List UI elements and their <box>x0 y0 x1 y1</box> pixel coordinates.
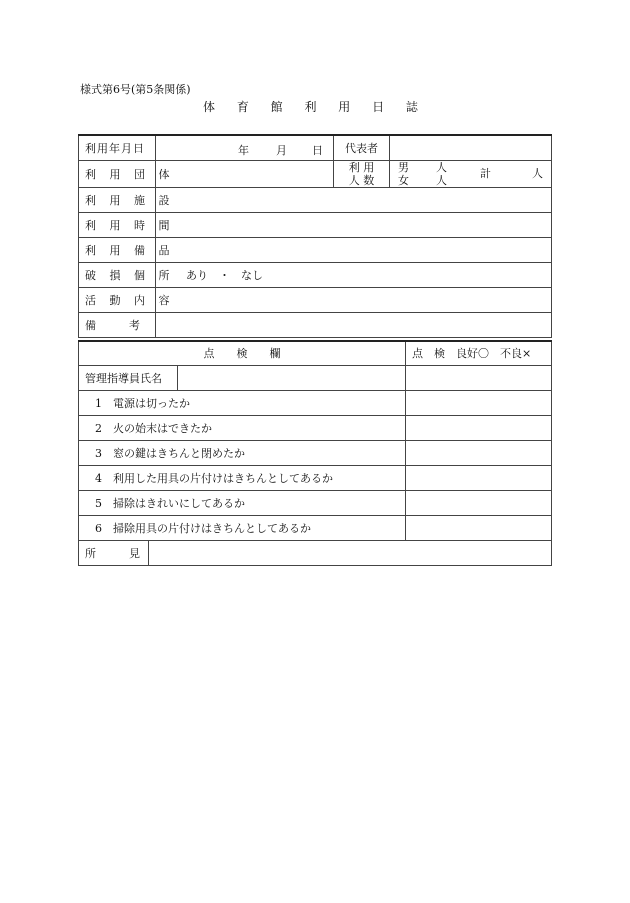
check-item-result[interactable] <box>406 516 552 541</box>
date-label: 利用年月日 <box>79 135 156 160</box>
date-field[interactable] <box>156 135 334 160</box>
remarks-field[interactable] <box>156 312 552 337</box>
supervisor-label: 管理指導員氏名 <box>79 366 178 391</box>
form-number: 様式第6号(第5条関係) <box>80 83 191 96</box>
inspection-header-row <box>79 341 552 366</box>
representative-label: 代表者 <box>334 135 390 160</box>
activity-row <box>79 287 552 312</box>
check-item-label: 窓の鍵はきちんと閉めたか <box>113 447 245 460</box>
check-item-label: 電源は切ったか <box>113 397 190 410</box>
check-item-label: 掃除はきれいにしてあるか <box>113 497 245 510</box>
findings-field[interactable] <box>149 541 552 566</box>
headcount-field[interactable] <box>390 160 552 187</box>
check-item <box>79 491 552 516</box>
check-item-text <box>79 416 406 441</box>
damage-label: 破 損 個 所 <box>79 262 156 287</box>
check-item-result[interactable] <box>406 416 552 441</box>
check-item-result[interactable] <box>406 391 552 416</box>
check-item-label: 火の始末はできたか <box>113 422 212 435</box>
total-label: 計 <box>480 166 491 180</box>
equipment-label: 利 用 備 品 <box>79 237 156 262</box>
check-item-number: 6 <box>95 522 102 535</box>
equipment-row <box>79 237 552 262</box>
facility-field[interactable] <box>156 187 552 212</box>
check-item-label: 掃除用具の片付けはきちんとしてあるか <box>113 522 311 535</box>
group-label: 利 用 団 体 <box>79 160 156 187</box>
check-item-number: 4 <box>95 472 102 485</box>
remarks-row <box>79 312 552 337</box>
check-item-text <box>79 466 406 491</box>
check-item-result[interactable] <box>406 491 552 516</box>
check-item <box>79 466 552 491</box>
group-field[interactable] <box>156 160 334 187</box>
male-label: 男 <box>398 160 409 174</box>
damage-row <box>79 262 552 287</box>
check-item-number: 3 <box>95 447 102 460</box>
check-item-number: 5 <box>95 497 102 510</box>
headcount-label-line2: 人 数 <box>348 173 375 187</box>
usage-info-table <box>78 134 552 338</box>
check-item-text <box>79 516 406 541</box>
usage-log-form <box>78 134 551 566</box>
check-item-text <box>79 491 406 516</box>
female-unit: 人 <box>436 173 447 187</box>
check-item <box>79 441 552 466</box>
time-label: 利 用 時 間 <box>79 212 156 237</box>
check-item <box>79 416 552 441</box>
remarks-label: 備 考 <box>79 312 156 337</box>
check-item-result[interactable] <box>406 466 552 491</box>
male-unit: 人 <box>436 160 447 174</box>
year-label: 年 <box>238 144 249 157</box>
inspection-result-header: 点 検 良好〇 不良× <box>406 341 552 366</box>
date-row <box>79 135 552 160</box>
check-item-result[interactable] <box>406 441 552 466</box>
equipment-field[interactable] <box>156 237 552 262</box>
group-row <box>79 160 552 187</box>
female-label: 女 <box>398 173 409 187</box>
headcount-label-line1: 利 用 <box>348 160 375 174</box>
check-item-number: 2 <box>95 422 102 435</box>
supervisor-row <box>79 366 552 391</box>
facility-label: 利 用 施 設 <box>79 187 156 212</box>
total-unit: 人 <box>532 166 543 180</box>
check-item-number: 1 <box>95 397 102 410</box>
findings-row <box>79 541 552 566</box>
representative-field[interactable] <box>390 135 552 160</box>
inspection-table <box>78 340 552 567</box>
check-item-text <box>79 441 406 466</box>
time-row <box>79 212 552 237</box>
activity-field[interactable] <box>156 287 552 312</box>
findings-label: 所 見 <box>79 541 149 566</box>
day-label: 日 <box>312 144 323 157</box>
check-item <box>79 391 552 416</box>
damage-choice[interactable]: あり ・ なし <box>156 262 552 287</box>
inspection-header: 点 検 欄 <box>79 341 406 366</box>
document-title: 体 育 館 利 用 日 誌 <box>203 100 427 114</box>
activity-label: 活 動 内 容 <box>79 287 156 312</box>
headcount-label <box>334 160 390 187</box>
supervisor-field[interactable] <box>178 366 406 391</box>
check-item <box>79 516 552 541</box>
month-label: 月 <box>276 144 287 157</box>
facility-row <box>79 187 552 212</box>
time-field[interactable] <box>156 212 552 237</box>
check-item-text <box>79 391 406 416</box>
supervisor-result[interactable] <box>406 366 552 391</box>
check-item-label: 利用した用具の片付けはきちんとしてあるか <box>113 472 333 485</box>
